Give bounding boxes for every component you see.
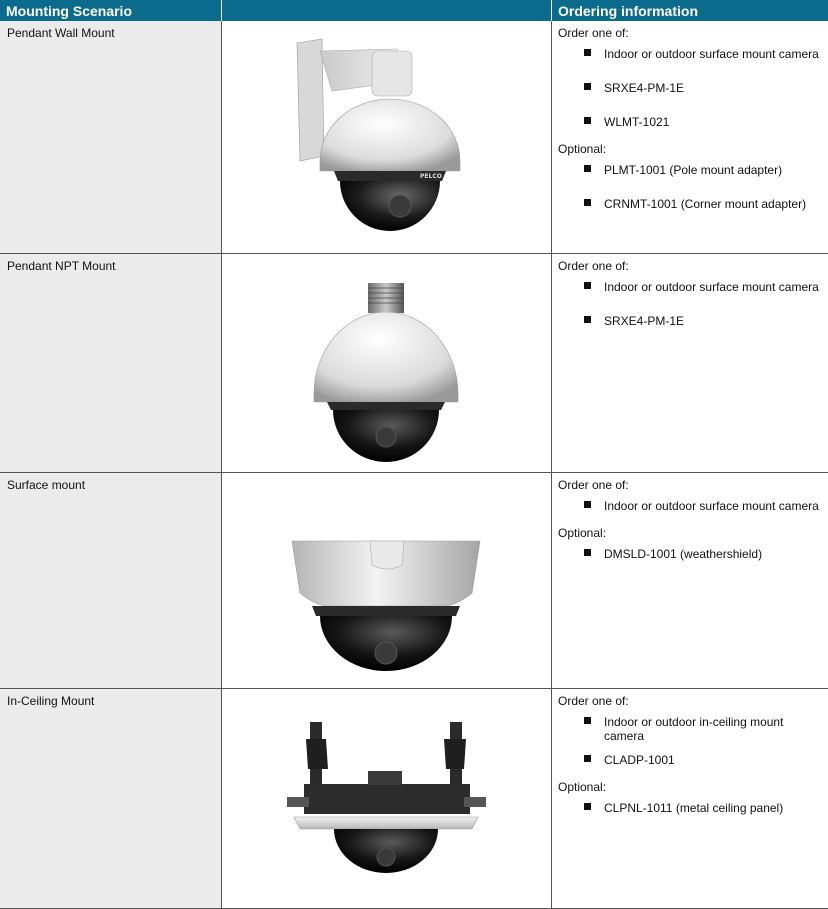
image-cell (222, 473, 552, 688)
table-row (0, 21, 828, 254)
ordering-cell (552, 21, 828, 253)
order-list (558, 280, 824, 328)
scenario-cell (0, 473, 222, 688)
ordering-cell (552, 473, 828, 688)
table-row (0, 689, 828, 909)
header-image (222, 0, 551, 21)
pendant-npt-mount-camera-image (222, 254, 551, 472)
in-ceiling-mount-camera-image (222, 689, 551, 908)
scenario-label: Pendant NPT Mount (7, 259, 116, 273)
list-item: Indoor or outdoor surface mount camera (558, 280, 824, 294)
list-item: SRXE4-PM-1E (558, 314, 824, 328)
header-mounting-scenario (0, 0, 221, 21)
list-item: WLMT-1021 (558, 115, 824, 129)
ordering-cell (552, 689, 828, 908)
scenario-cell (0, 21, 222, 253)
header-label: Mounting Scenario (6, 3, 132, 19)
order-label: Order one of: (558, 694, 629, 708)
brand-marking: PELCO (420, 173, 442, 180)
list-item: PLMT-1001 (Pole mount adapter) (558, 163, 824, 177)
order-label: Order one of: (558, 259, 629, 273)
ordering-cell (552, 254, 828, 472)
list-item: Indoor or outdoor in-ceiling mount camera (558, 715, 824, 743)
scenario-cell (0, 254, 222, 472)
scenario-label: Surface mount (7, 478, 86, 492)
list-item: CRNMT-1001 (Corner mount adapter) (558, 197, 824, 211)
order-label: Order one of: (558, 26, 629, 40)
scenario-label: In-Ceiling Mount (7, 694, 95, 708)
scenario-cell (0, 689, 222, 908)
list-item: CLADP-1001 (558, 753, 824, 767)
order-list (558, 715, 824, 767)
image-cell (222, 21, 552, 253)
optional-list (558, 547, 824, 561)
scenario-label: Pendant Wall Mount (7, 26, 115, 40)
order-list (558, 499, 824, 513)
optional-label: Optional: (558, 780, 607, 794)
list-item: Indoor or outdoor surface mount camera (558, 499, 824, 513)
list-item: DMSLD-1001 (weathershield) (558, 547, 824, 561)
header-ordering-information (552, 0, 828, 21)
header-label: Ordering information (558, 3, 698, 19)
optional-list (558, 163, 824, 211)
order-list (558, 47, 824, 129)
image-cell (222, 254, 552, 472)
surface-mount-camera-image (222, 473, 551, 688)
table-row (0, 254, 828, 473)
optional-list (558, 801, 824, 815)
list-item: SRXE4-PM-1E (558, 81, 824, 95)
list-item: Indoor or outdoor surface mount camera (558, 47, 824, 61)
image-cell (222, 689, 552, 908)
table-row (0, 473, 828, 689)
optional-label: Optional: (558, 142, 607, 156)
optional-label: Optional: (558, 526, 607, 540)
pendant-wall-mount-camera-image (222, 21, 551, 253)
list-item: CLPNL-1011 (metal ceiling panel) (558, 801, 824, 815)
order-label: Order one of: (558, 478, 629, 492)
